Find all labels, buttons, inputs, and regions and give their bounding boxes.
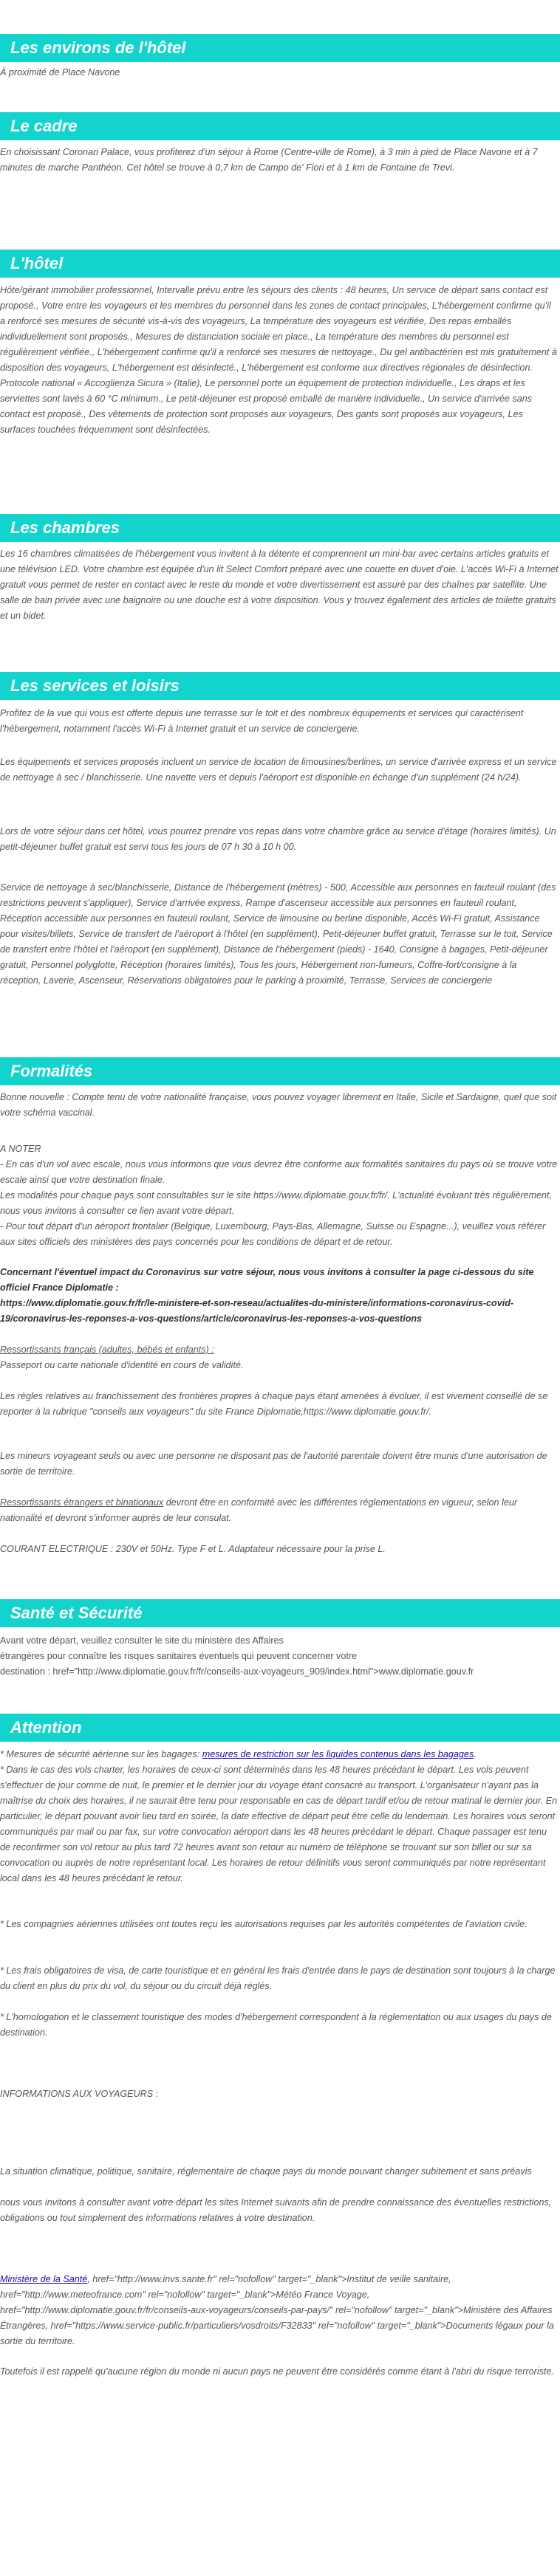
section-title-sante: Santé et Sécurité [0, 1599, 560, 1627]
sante-l1: Avant votre départ, veuillez consulter le site du ministère des Affaires [0, 1635, 284, 1646]
services-p3: Lors de votre séjour dans cet hôtel, vous pourrez prendre vos repas dans votre chambre grâce au service d'étage (horaires limités). Un petit-déjeuner buffet gratuit est servi tous les jours de 07 h 30 à 10 h 00. [0, 826, 556, 852]
section-title-cadre: Le cadre [0, 112, 560, 140]
formalites-res-fr-text: Passeport ou carte nationale d'identité en cours de validité. [0, 1360, 244, 1370]
services-p4: Service de nettoyage à sec/blanchisserie, Distance de l'hébergement (mètres) - 500, Accessible aux personnes en fauteuil roulant (des restrictions peuvent s'appliquer), Service d'arrivée express, Rampe d'ascenseur accessible aux personnes en fauteuil roulant, Réception accessible aux personnes en fauteuil roulant, Service de limousine ou berline disponible, Accès Wi-Fi gratuit, Assistance pour visites/billets, Service de transfert de l'aéroport à l'hôtel (en supplément), Petit-déjeuner buffet gratuit, Terrasse sur le toit, Service de transfert entre l'hôtel et l'aéroport (en supplément), Distance de l'hébergement (pieds) - 1640, Consigne à bagages, Petit-déjeuner gratuit, Personnel polyglotte, Réception (horaires limités), Tous les jours, Hébergement non-fumeurs, Coffre-fort/consigne à la réception, Laverie, Ascenseur, Réservations obligatoires pour le parking à proximité, Terrasse, Services de conciergerie [0, 882, 556, 986]
sante-l3[interactable]: destination : href="http://www.diplomatie.gouv.fr/fr/conseils-aux-voyageurs_909/index.html">www.diplomatie.gouv.fr [0, 1666, 474, 1677]
sante-l2: étrangères pour connaître les risques sanitaires éventuels qui peuvent concerner votre [0, 1651, 358, 1661]
attention-bagages-prefix: * Mesures de sécurité aérienne sur les bagages: [0, 1749, 202, 1759]
services-p2: Les équipements et services proposés incluent un service de location de limousines/berlines, un service d'arrivée express et un service de nettoyage à sec / blanchisserie. Une navette vers et depuis l'aéroport est disponible en échange d'un supplément (24 h/24). [0, 757, 557, 783]
section-title-formalites: Formalités [0, 1057, 560, 1085]
attention-p4: * L'homologation et le classement touristique des modes d'hébergement correspondent à la réglementation ou aux usages du pays de destination. [0, 2012, 552, 2038]
section-title-environs: Les environs de l'hôtel [0, 34, 560, 62]
attention-p2: * Les compagnies aériennes utilisées ont toutes reçu les autorisations requises par les autorités compétentes de l'aviation civile. [0, 1919, 527, 1929]
formalites-res-etr-title: Ressortissants étrangers et binationaux [0, 1497, 164, 1508]
attention-p1: * Dans le cas des vols charter, les horaires de ceux-ci sont déterminés dans les 48 heures précédant le départ. Les vols peuvent s'effectuer de jour comme de nuit, le premier et le dernier jour du voyage étant consacré au transport. L'organisateur n'ayant pas la maîtrise du choix des horaires, il ne saurait être tenu pour responsable en cas de départ tardif et/ou de retour matinal le dernier jour. En particulier, le départ pouvant avoir lieu tard en soirée, la date effective de départ peut être celle du lendemain. Les horaires vous seront communiqués par mail ou par fax, sur votre convocation aéroport dans les 48 heures précédant le départ. Chaque passager est tenu de reconfirmer son vol retour au plus tard 72 heures avant son retour au numéro de téléphone se trouvant sur son billet ou sur sa convocation ou auprès de notre représentant local. Les horaires de retour définitifs vous seront communiqués par notre représentant local dans les 48 heures précédant le retour. [0, 1765, 558, 1883]
attention-toutefois: Toutefois il est rappelé qu'aucune région du monde ni aucun pays ne peuvent être considérés comme étant à l'abri du risque terroriste. [0, 2366, 554, 2377]
formalites-res-fr-title: Ressortissants français (adultes, bébés et enfants) : [0, 1344, 214, 1355]
services-p1: Profitez de la vue qui vous est offerte depuis une terrasse sur le toit et des nombreux équipements et services qui caractérisent l'hébergement, notamment l'accès Wi-Fi à Internet gratuit et un service de conciergerie. [0, 708, 524, 734]
ministere-sante-link[interactable]: Ministère de la Santé [0, 2274, 88, 2284]
formalites-l1: - En cas d'un vol avec escale, nous vous informons que vous devrez être conforme aux formalités sanitaires du pays où se trouve votre escale ainsi que votre destination finale. [0, 1159, 558, 1185]
attention-bagages-suffix: . [474, 1749, 477, 1759]
section-title-services: Les services et loisirs [0, 672, 560, 700]
formalites-mineurs: Les mineurs voyageant seuls ou avec une personne ne disposant pas de l'autorité parentale doivent être munis d'une autorisation de sortie de territoire. [0, 1451, 547, 1477]
attention-situation: La situation climatique, politique, sanitaire, réglementaire de chaque pays du monde pouvant changer subitement et sans préavis [0, 2166, 532, 2177]
attention-info-title: INFORMATIONS AUX VOYAGEURS : [0, 2089, 159, 2099]
formalites-covid-link[interactable]: https://www.diplomatie.gouv.fr/fr/le-ministere-et-son-reseau/actualites-du-ministere/informations-coronavirus-covid-19/coronavirus-les-reponses-a-vos-questions/article/coronavirus-les-reponses-a-vos-questions [0, 1298, 514, 1324]
environs-text: À proximité de Place Navone [0, 67, 120, 78]
formalites-l2: Les modalités pour chaque pays sont consultables sur le site https://www.diplomatie.gouv.fr/fr/. L'actualité évoluant très régulièrement, nous vous invitons à consulter ce lien avant votre départ. [0, 1190, 552, 1216]
liquids-restriction-link[interactable]: mesures de restriction sur les liquides contenus dans les bagages [202, 1749, 474, 1759]
formalites-res-etr [0, 1495, 559, 1526]
formalites-covid-notice: Concernant l'éventuel impact du Coronavirus sur votre séjour, nous vous invitons à consulter la page ci-dessous du site officiel France Diplomatie : [0, 1267, 534, 1293]
chambres-text: Les 16 chambres climatisées de l'hébergement vous invitent à la détente et comprennent un mini-bar avec certains articles gratuits et une télévision LED. Votre chambre est équipée d'un lit Select Comfort préparé avec une couette en duvet d'oie. L'accès Wi-Fi à Internet gratuit vous permet de rester en contact avec le reste du monde et votre divertissement est assuré par des chaînes par satellite. Une salle de bain privée avec une baignoire ou une douche est à votre disposition. Vous y trouvez également des articles de toilette gratuits et un bidet. [0, 549, 559, 621]
formalites-res-etr-text: devront être en conformité avec les différentes réglementations en vigueur, selon leur nationalité et devront s'informer auprès de leur consulat. [0, 1497, 518, 1523]
attention-sites-text: , href="http://www.invs.sante.fr" rel="nofollow" target="_blank">Institut de veille sanitaire, href="http://www.meteofrance.com" rel="nofollow" target="_blank">Météo France Voyage, href="http://www.diplomatie.gouv.fr/fr/conseils-aux-voyageurs/conseils-par-pays/" rel="nofollow" target="_blank">Ministère des Affaires Étrangères, href="https://www.service-public.fr/particuliers/vosdroits/F32833" rel="nofollow" target="_blank">Documents légaux pour la sortie du territoire. [0, 2274, 554, 2346]
attention-bagages [0, 1747, 559, 1762]
section-title-attention: Attention [0, 1714, 560, 1742]
attention-sites [0, 2272, 559, 2349]
formalites-anoter: A NOTER [0, 1144, 41, 1154]
formalites-courant: COURANT ELECTRIQUE : 230V et 50Hz. Type F et L. Adaptateur nécessaire pour la prise L. [0, 1544, 386, 1554]
formalites-l3: - Pour tout départ d'un aéroport frontalier (Belgique, Luxembourg, Pays-Bas, Allemagne, Suisse ou Espagne...), veuillez vous référer aux sites officiels des ministères des pays concernés pour les conditions de départ et de retour. [0, 1221, 546, 1247]
section-title-chambres: Les chambres [0, 514, 560, 542]
cadre-text: En choisissant Coronari Palace, vous profiterez d'un séjour à Rome (Centre-ville de Rome), à 3 min à pied de Place Navone et à 7 minutes de marche Panthéon. Cet hôtel se trouve à 0,7 km de Campo de' Fiori et à 1 km de Fontaine de Trevi. [0, 147, 538, 173]
hotel-text: Hôte/gérant immobilier professionnel, Intervalle prévu entre les séjours des clients : 48 heures, Un service de départ sans contact est proposé., Votre entre les voyageurs et les membres du personnel dans les zones de contact principales, L'hébergement confirme qu'il a renforcé ses mesures de sécurité vis-à-vis des voyageurs, La température des voyageurs est vérifiée, Des repas emballés individuellement sont proposés., Mesures de distanciation sociale en place., La température des membres du personnel est régulièrement vérifiée., L'hébergement confirme qu'il a renforcé ses mesures de nettoyage., Du gel antibactérien est mis gratuitement à disposition des voyageurs, L'hébergement est désinfecté., L'hébergement est conforme aux directives régionales de désinfection. Protocole national « Accoglienza Sicura » (Italie), Le personnel porte un équipement de protection individuelle., Les draps et les serviettes sont lavés à 60 °C minimum., Le petit-déjeuner est proposé emballé de manière individuelle., Un service d'arrivée sans contact est proposé., Des vêtements de protection sont proposés aux voyageurs, Des gants sont proposés aux voyageurs, Les surfaces touchées fréquemment sont désinfectées. [0, 285, 557, 435]
section-title-hotel: L'hôtel [0, 250, 560, 278]
attention-situation2: nous vous invitons à consulter avant votre départ les sites Internet suivants afin de prendre connaissance des éventuelles restrictions, obligations ou tout simplement des informations relatives à votre destination. [0, 2197, 552, 2223]
formalites-p1: Bonne nouvelle : Compte tenu de votre nationalité française, vous pouvez voyager librement en Italie, Sicile et Sardaigne, quel que soit votre schéma vaccinal. [0, 1092, 557, 1118]
formalites-regles: Les règles relatives au franchissement des frontières propres à chaque pays étant amenées à évoluer, il est vivement conseillé de se reporter à la rubrique "conseils aux voyageurs" du site France Diplomatie,https://www.diplomatie.gouv.fr/. [0, 1391, 548, 1417]
attention-p3: * Les frais obligatoires de visa, de carte touristique et en général les frais d'entrée dans le pays de destination sont toujours à la charge du client en plus du prix du vol, du séjour ou du circuit déjà réglés. [0, 1965, 556, 1991]
